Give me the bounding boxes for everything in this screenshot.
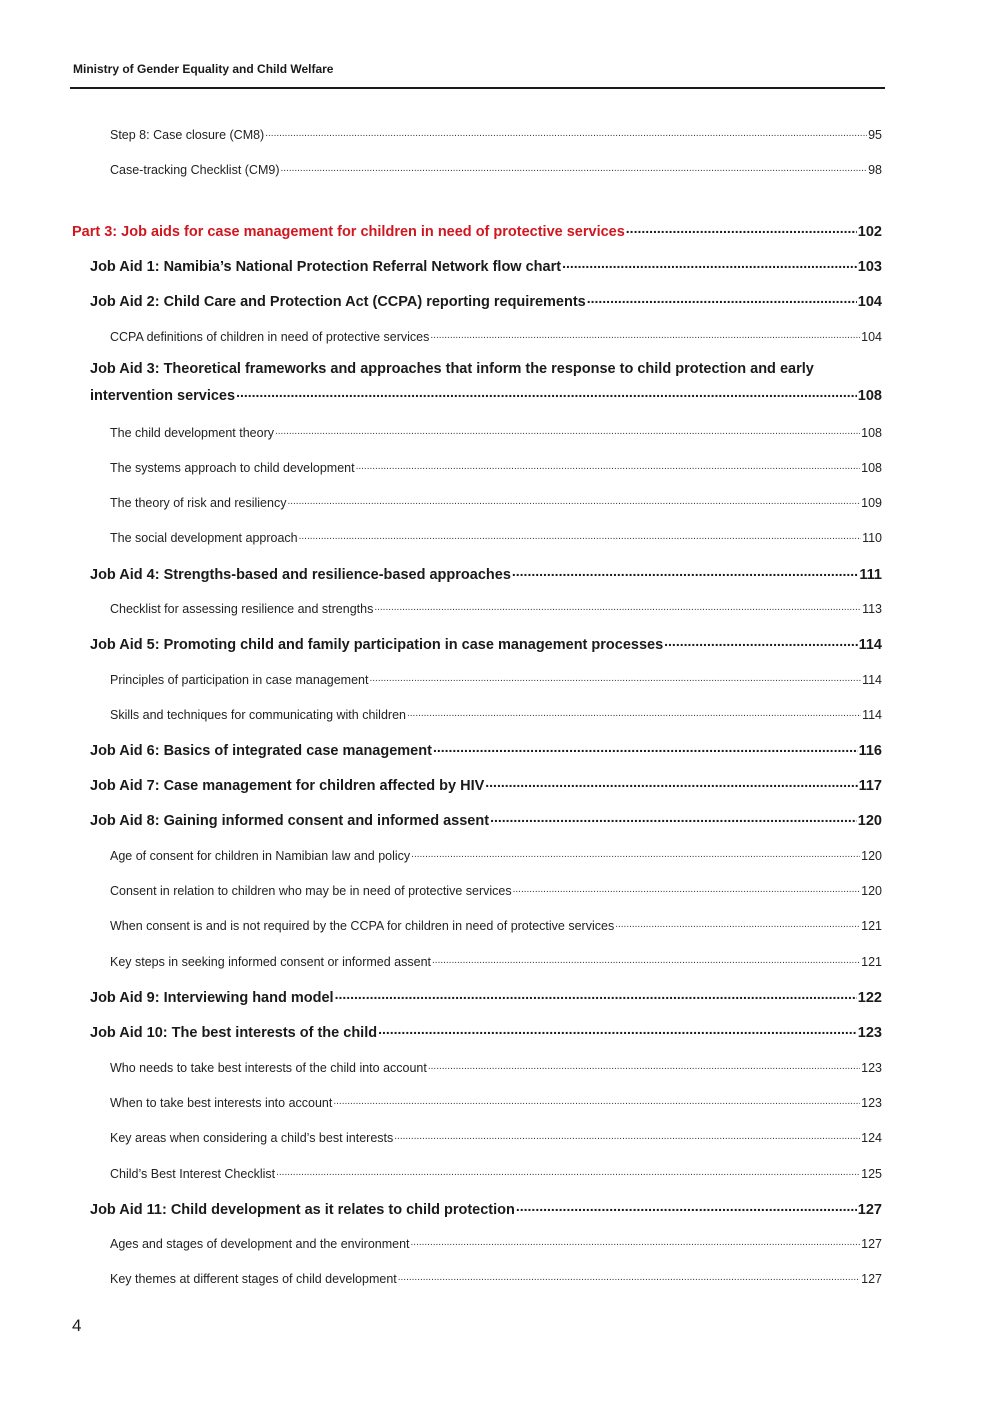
- leader-dots: [280, 161, 867, 174]
- toc-entry-page: 114: [858, 636, 882, 653]
- toc-job-aid[interactable]: [90, 634, 882, 653]
- leader-dots: [562, 256, 857, 271]
- toc-entry-page: 113: [862, 601, 882, 616]
- toc-entry[interactable]: [110, 1270, 882, 1286]
- toc-entry[interactable]: [110, 424, 882, 440]
- toc-entry-page: 108: [861, 425, 882, 440]
- leader-dots: [287, 494, 860, 507]
- toc-job-aid[interactable]: [90, 775, 882, 794]
- leader-dots: [516, 1199, 857, 1214]
- toc-entry-page: 120: [857, 812, 882, 829]
- toc-entry-page: 104: [861, 329, 882, 344]
- header-rule: [70, 87, 885, 89]
- toc-entry-title: Age of consent for children in Namibian law and policy: [110, 848, 411, 863]
- toc-entry[interactable]: [110, 671, 882, 687]
- toc-entry-page: 123: [861, 1095, 882, 1110]
- toc-entry-page: 117: [858, 777, 882, 794]
- leader-dots: [276, 1165, 860, 1178]
- toc-entry-title: Child’s Best Interest Checklist: [110, 1166, 276, 1181]
- leader-dots: [430, 328, 860, 341]
- toc-entry-title: The child development theory: [110, 425, 274, 440]
- toc-entry-title: Job Aid 1: Namibia’s National Protection Referral Network flow chart: [90, 258, 562, 275]
- leader-dots: [433, 740, 858, 755]
- toc-entry-title: The theory of risk and resiliency: [110, 495, 287, 510]
- leader-dots: [374, 600, 861, 613]
- toc-entry-page: 120: [861, 883, 882, 898]
- leader-dots: [428, 1059, 860, 1072]
- leader-dots: [664, 634, 857, 649]
- leader-dots: [490, 810, 857, 825]
- toc-entry[interactable]: [110, 1235, 882, 1251]
- toc-entry-page: 124: [861, 1130, 882, 1145]
- leader-dots: [411, 1235, 861, 1248]
- toc-entry-title: Job Aid 8: Gaining informed consent and informed assent: [90, 812, 490, 829]
- toc-entry-title: Part 3: Job aids for case management for children in need of protective services: [72, 223, 625, 240]
- toc-entry-title: Key themes at different stages of child development: [110, 1271, 397, 1286]
- toc-entry-page: 104: [857, 293, 882, 310]
- toc-entry[interactable]: [110, 1165, 882, 1181]
- toc-entry-page: 121: [861, 954, 882, 969]
- leader-dots: [265, 126, 867, 139]
- leader-dots: [394, 1129, 860, 1142]
- toc-entry-title: The systems approach to child development: [110, 460, 355, 475]
- toc-entry[interactable]: [110, 1094, 882, 1110]
- toc-job-aid[interactable]: [90, 256, 882, 275]
- toc-entry-title: Ages and stages of development and the environment: [110, 1236, 410, 1251]
- leader-dots: [432, 953, 860, 966]
- toc-entry-title: Job Aid 6: Basics of integrated case management: [90, 742, 432, 759]
- toc-entry-title: Checklist for assessing resilience and strengths: [110, 601, 374, 616]
- leader-dots: [335, 987, 857, 1002]
- toc-entry-page: 125: [861, 1166, 882, 1181]
- leader-dots: [236, 385, 857, 400]
- toc-entry-page: 123: [861, 1060, 882, 1075]
- leader-dots: [333, 1094, 860, 1107]
- toc-job-aid[interactable]: [90, 564, 882, 583]
- leader-dots: [626, 221, 857, 236]
- toc-entry-page: 98: [868, 162, 882, 177]
- toc-entry[interactable]: [110, 1059, 882, 1075]
- toc-entry-title: When consent is and is not required by the CCPA for children in need of protective services: [110, 918, 615, 933]
- toc-entry-page: 103: [857, 258, 882, 275]
- toc-entry-title: Key steps in seeking informed consent or informed assent: [110, 954, 432, 969]
- toc-entry-title: The social development approach: [110, 530, 298, 545]
- toc-entry-title: When to take best interests into account: [110, 1095, 333, 1110]
- toc-entry-title: Job Aid 10: The best interests of the child: [90, 1024, 378, 1041]
- toc-entry-title: Principles of participation in case management: [110, 672, 369, 687]
- toc-part-heading[interactable]: [72, 221, 882, 240]
- leader-dots: [512, 564, 859, 579]
- toc-entry-title: Job Aid 9: Interviewing hand model: [90, 989, 334, 1006]
- toc-entry-title: Consent in relation to children who may be in need of protective services: [110, 883, 512, 898]
- toc-entry-page: 114: [862, 707, 882, 722]
- toc-entry[interactable]: [110, 494, 882, 510]
- leader-dots: [299, 529, 861, 542]
- toc-entry-title-line1: Job Aid 3: Theoretical frameworks and approaches that inform the response to child protection and early: [90, 361, 814, 377]
- toc-entry-title: Job Aid 7: Case management for children affected by HIV: [90, 777, 485, 794]
- toc-entry-page: 95: [868, 127, 882, 142]
- toc-entry-page: 114: [862, 672, 882, 687]
- toc-entry-title: Step 8: Case closure (CM8): [110, 127, 265, 142]
- toc-entry[interactable]: [110, 161, 882, 177]
- toc-entry-page: 127: [857, 1201, 882, 1218]
- toc-entry[interactable]: [110, 328, 882, 344]
- toc-entry-page: 109: [861, 495, 882, 510]
- toc-entry[interactable]: [110, 600, 882, 616]
- toc-entry-page: 127: [861, 1236, 882, 1251]
- toc-entry-title: Case-tracking Checklist (CM9): [110, 162, 280, 177]
- toc-entry-page: 102: [857, 223, 882, 240]
- toc-entry[interactable]: [110, 917, 882, 933]
- leader-dots: [485, 775, 857, 790]
- toc-entry-title: CCPA definitions of children in need of protective services: [110, 329, 430, 344]
- leader-dots: [369, 671, 861, 684]
- toc-job-aid[interactable]: [90, 291, 882, 310]
- toc-entry[interactable]: [110, 1129, 882, 1145]
- toc-job-aid[interactable]: [90, 1199, 882, 1218]
- page-number: 4: [72, 1316, 82, 1335]
- toc-entry[interactable]: [110, 706, 882, 722]
- leader-dots: [615, 917, 860, 930]
- toc-entry[interactable]: [110, 126, 882, 142]
- toc-job-aid[interactable]: [90, 361, 882, 404]
- leader-dots: [356, 459, 861, 472]
- leader-dots: [398, 1270, 860, 1283]
- toc-entry-title: Job Aid 4: Strengths-based and resilience-based approaches: [90, 566, 511, 583]
- toc-entry-page: 111: [859, 566, 882, 583]
- toc-job-aid[interactable]: [90, 987, 882, 1006]
- toc-entry-title-line2: intervention services: [90, 387, 236, 404]
- toc-entry-page: 108: [861, 460, 882, 475]
- toc-entry-page: 127: [861, 1271, 882, 1286]
- toc-entry-title: Job Aid 5: Promoting child and family participation in case management processes: [90, 636, 664, 653]
- toc-entry[interactable]: [110, 847, 882, 863]
- toc-entry-page: 110: [862, 530, 882, 545]
- toc-entry-title: Skills and techniques for communicating with children: [110, 707, 406, 722]
- leader-dots: [411, 847, 860, 860]
- toc-entry-page: 116: [858, 742, 882, 759]
- toc-entry-page: 123: [857, 1024, 882, 1041]
- leader-dots: [275, 424, 860, 437]
- leader-dots: [587, 291, 857, 306]
- toc-entry[interactable]: [110, 529, 882, 545]
- toc-entry-page: 121: [861, 918, 882, 933]
- toc-entry[interactable]: [110, 459, 882, 475]
- toc-job-aid[interactable]: [90, 740, 882, 759]
- toc-entry-title: Who needs to take best interests of the child into account: [110, 1060, 427, 1075]
- toc-entry-page: 120: [861, 848, 882, 863]
- toc-entry[interactable]: [110, 953, 882, 969]
- toc-entry-title: Job Aid 11: Child development as it relates to child protection: [90, 1201, 515, 1218]
- leader-dots: [407, 706, 861, 719]
- toc-entry-page: 122: [857, 989, 882, 1006]
- toc-entry-title: Job Aid 2: Child Care and Protection Act (CCPA) reporting requirements: [90, 293, 586, 310]
- leader-dots: [378, 1022, 857, 1037]
- toc-job-aid[interactable]: [90, 1022, 882, 1041]
- toc-entry[interactable]: [110, 882, 882, 898]
- leader-dots: [513, 882, 861, 895]
- toc-entry-title: Key areas when considering a child’s best interests: [110, 1130, 394, 1145]
- toc-job-aid[interactable]: [90, 810, 882, 829]
- toc-entry-page: 108: [857, 387, 882, 404]
- running-header: Ministry of Gender Equality and Child Welfare: [73, 62, 334, 76]
